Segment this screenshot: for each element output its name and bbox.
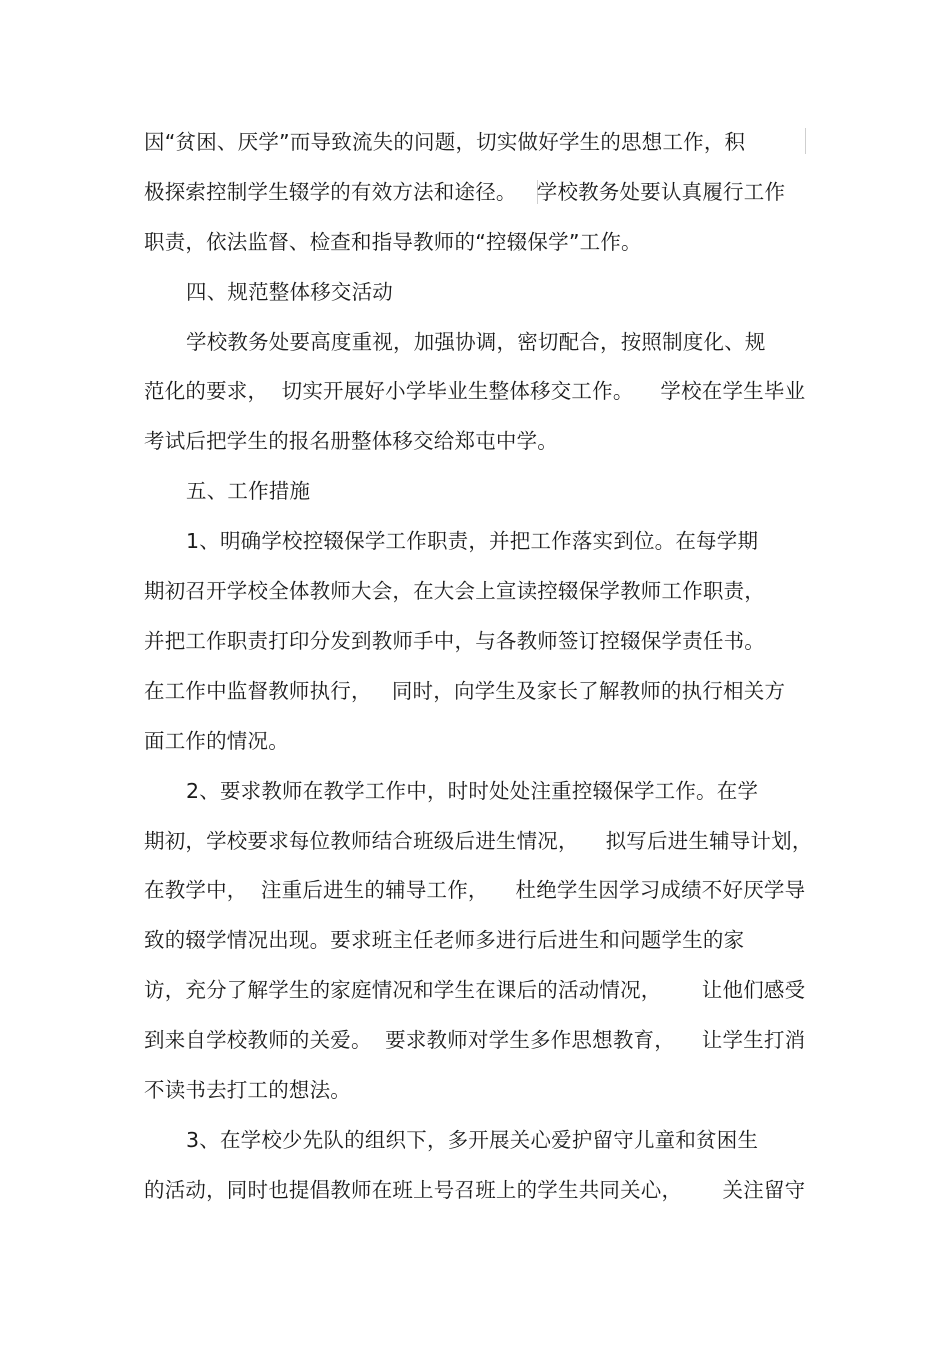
paragraph-line: 在工作中监督教师执行， 同时，向学生及家长了解教师的执行相关方	[144, 679, 786, 703]
paragraph-line: 期初召开学校全体教师大会，在大会上宣读控辍保学教师工作职责，	[144, 579, 765, 603]
paragraph-line: 范化的要求， 切实开展好小学毕业生整体移交工作。 学校在学生毕业	[144, 379, 806, 403]
paragraph-line: 考试后把学生的报名册整体移交给郑屯中学。	[144, 429, 558, 453]
paragraph-line: 因“贫困、厌学”而导致流失的问题，切实做好学生的思想工作，积	[144, 130, 746, 154]
paragraph-line: 面工作的情况。	[144, 729, 289, 753]
paragraph-line: 的活动，同时也提倡教师在班上号召班上的学生共同关心， 关注留守	[144, 1178, 806, 1202]
paragraph-line: 期初，学校要求每位教师结合班级后进生情况， 拟写后进生辅导计划，	[144, 829, 813, 853]
scan-artifact-line	[805, 128, 806, 154]
paragraph-line: 2、要求教师在教学工作中，时时处处注重控辍保学工作。在学	[186, 779, 759, 803]
paragraph-line: 3、在学校少先队的组织下，多开展关心爱护留守儿童和贫困生	[186, 1128, 759, 1152]
paragraph-line: 1、明确学校控辍保学工作职责，并把工作落实到位。在每学期	[186, 529, 759, 553]
paragraph-line: 职责，依法监督、检查和指导教师的“控辍保学”工作。	[144, 230, 642, 254]
paragraph-line: 访，充分了解学生的家庭情况和学生在课后的活动情况， 让他们感受	[144, 978, 806, 1002]
paragraph-line: 不读书去打工的想法。	[144, 1078, 351, 1102]
paragraph-line: 在教学中， 注重后进生的辅导工作， 杜绝学生因学习成绩不好厌学导	[144, 878, 806, 902]
section-heading: 四、规范整体移交活动	[186, 280, 393, 304]
paragraph-line: 到来自学校教师的关爱。 要求教师对学生多作思想教育， 让学生打消	[144, 1028, 806, 1052]
paragraph-line: 并把工作职责打印分发到教师手中，与各教师签订控辍保学责任书。	[144, 629, 765, 653]
section-heading: 五、工作措施	[186, 479, 311, 503]
paragraph-line: 学校教务处要高度重视，加强协调，密切配合，按照制度化、规	[186, 330, 766, 354]
paragraph-line: 致的辍学情况出现。要求班主任老师多进行后进生和问题学生的家	[144, 928, 745, 952]
paragraph-line: 极探索控制学生辍学的有效方法和途径。 学校教务处要认真履行工作	[144, 180, 786, 204]
